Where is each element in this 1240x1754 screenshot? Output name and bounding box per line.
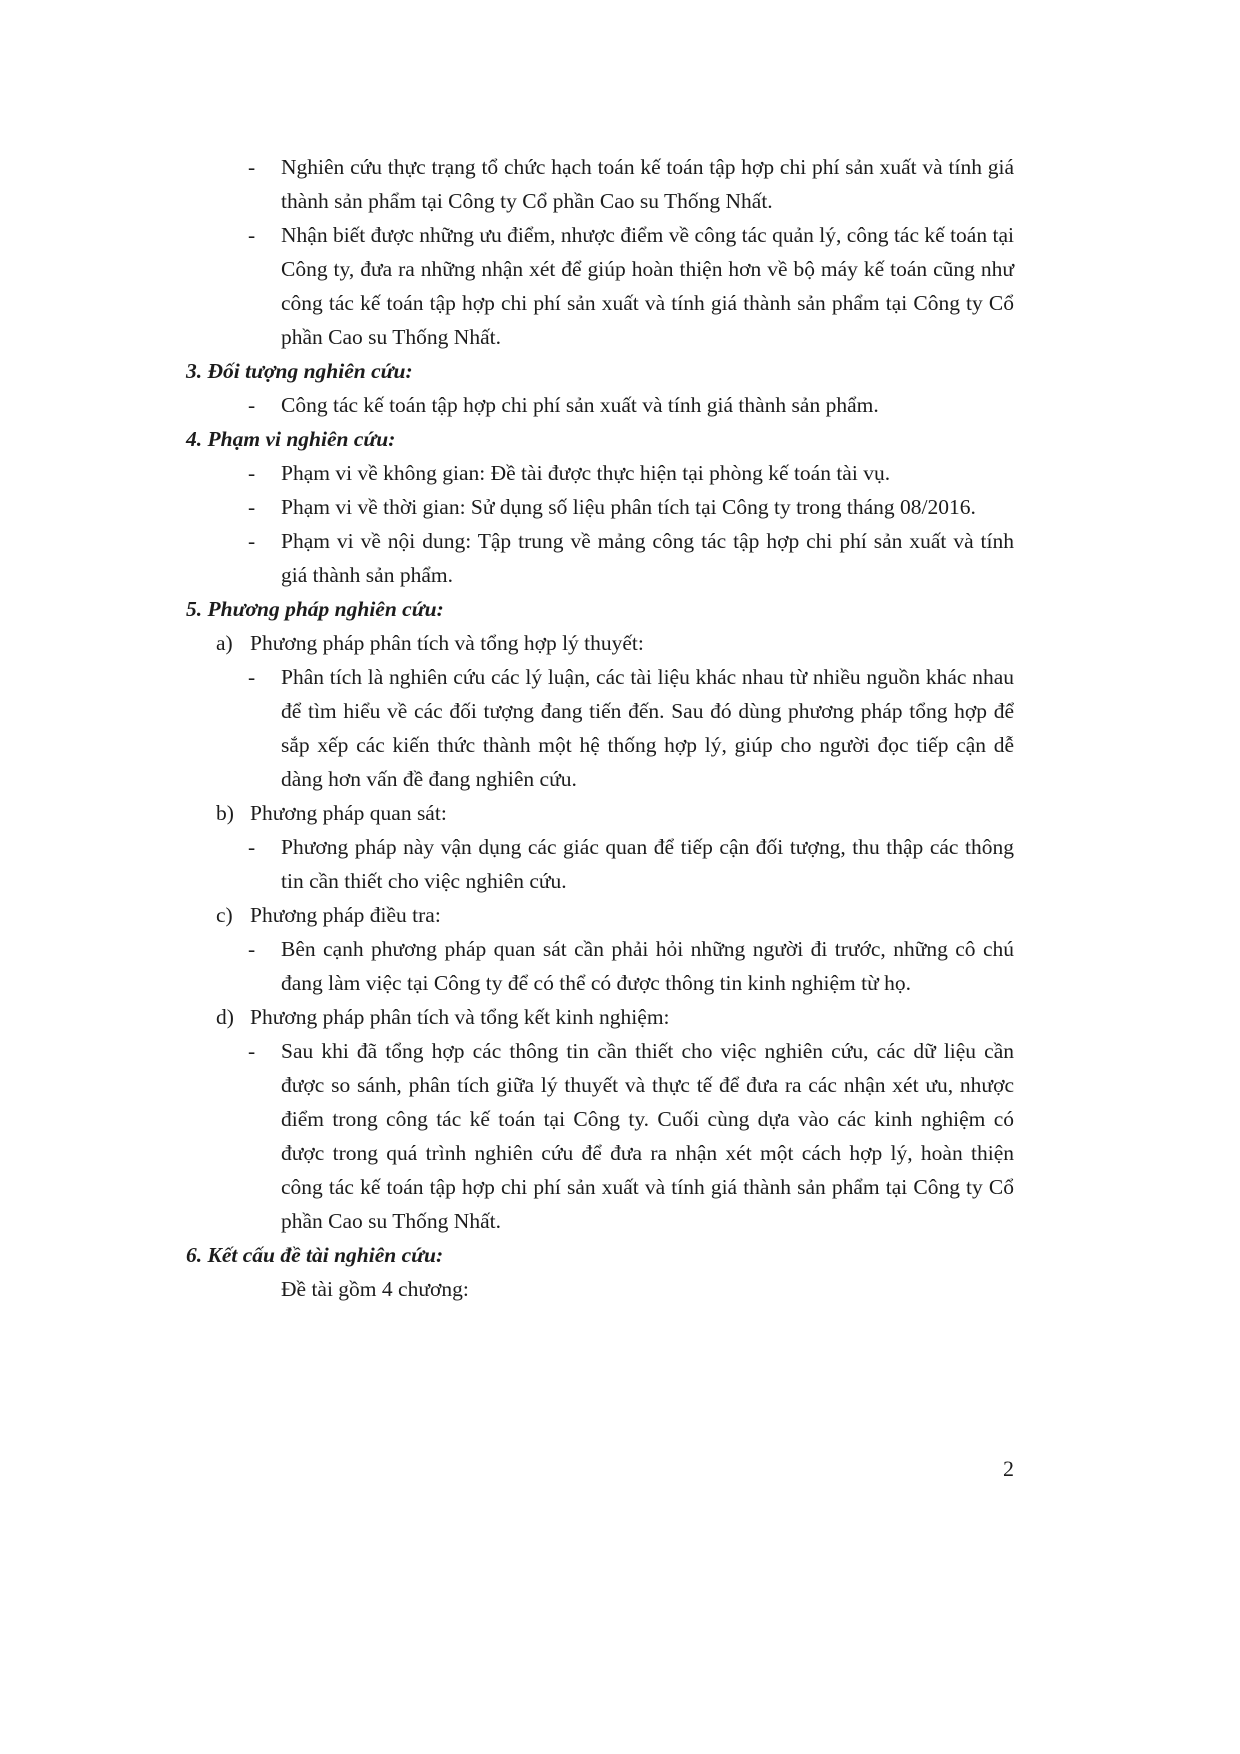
dash-marker: - — [248, 393, 256, 417]
bullet-item — [186, 218, 1014, 354]
block-text: Phạm vi về nội dung: Tập trung về mảng công tác tập hợp chi phí sản xuất và tính giá thành sản phẩm. — [281, 529, 1014, 587]
lettered-item — [186, 1000, 1014, 1034]
bullet-item — [186, 524, 1014, 592]
letter-marker: d) — [216, 1005, 234, 1029]
block-text: Nhận biết được những ưu điểm, nhược điểm về công tác quản lý, công tác kế toán tại Công ty, đưa ra những nhận xét để giúp hoàn thiện hơn về bộ máy kế toán cũng như công tác kế toán tập hợp chi phí sản xuất và tính giá thành sản phẩm tại Công ty Cổ phần Cao su Thống Nhất. — [281, 223, 1014, 349]
dash-marker: - — [248, 223, 256, 247]
block-text: Phân tích là nghiên cứu các lý luận, các tài liệu khác nhau từ nhiều nguồn khác nhau để tìm hiểu về các đối tượng đang tiến đến. Sau đó dùng phương pháp tổng hợp để sắp xếp các kiến thức thành một hệ thống hợp lý, giúp cho người đọc tiếp cận dễ dàng hơn vấn đề đang nghiên cứu. — [281, 665, 1014, 791]
bullet-item — [186, 660, 1014, 796]
block-text: Phương pháp này vận dụng các giác quan để tiếp cận đối tượng, thu thập các thông tin cần thiết cho việc nghiên cứu. — [281, 835, 1014, 893]
section-heading — [186, 1238, 1014, 1272]
bullet-item — [186, 932, 1014, 1000]
bullet-item — [186, 456, 1014, 490]
block-text: Phương pháp quan sát: — [250, 801, 447, 825]
document-body — [186, 150, 1014, 1306]
lettered-item — [186, 796, 1014, 830]
bullet-item — [186, 150, 1014, 218]
letter-marker: a) — [216, 631, 233, 655]
block-text: Phương pháp điều tra: — [250, 903, 441, 927]
block-text: Phương pháp phân tích và tổng kết kinh nghiệm: — [250, 1005, 670, 1029]
section-heading — [186, 592, 1014, 626]
letter-marker: c) — [216, 903, 233, 927]
letter-marker: b) — [216, 801, 234, 825]
lettered-item — [186, 898, 1014, 932]
dash-marker: - — [248, 665, 256, 689]
dash-marker: - — [248, 1039, 256, 1063]
lettered-item — [186, 626, 1014, 660]
block-text: Phạm vi về không gian: Đề tài được thực hiện tại phòng kế toán tài vụ. — [281, 461, 891, 485]
bullet-item — [186, 830, 1014, 898]
block-text: Đề tài gồm 4 chương: — [281, 1277, 469, 1301]
dash-marker: - — [248, 835, 256, 859]
dash-marker: - — [248, 529, 256, 553]
block-text: Công tác kế toán tập hợp chi phí sản xuất và tính giá thành sản phẩm. — [281, 393, 879, 417]
section-heading — [186, 422, 1014, 456]
dash-marker: - — [248, 155, 256, 179]
block-text: Nghiên cứu thực trạng tổ chức hạch toán kế toán tập hợp chi phí sản xuất và tính giá thành sản phẩm tại Công ty Cổ phần Cao su Thống Nhất. — [281, 155, 1014, 213]
bullet-item — [186, 388, 1014, 422]
block-text: 5. Phương pháp nghiên cứu: — [186, 597, 444, 621]
page-number: 2 — [1003, 1456, 1014, 1481]
block-text: 4. Phạm vi nghiên cứu: — [186, 427, 396, 451]
block-text: Bên cạnh phương pháp quan sát cần phải hỏi những người đi trước, những cô chú đang làm việc tại Công ty để có thể có được thông tin kinh nghiệm từ họ. — [281, 937, 1014, 995]
dash-marker: - — [248, 495, 256, 519]
block-text: Phương pháp phân tích và tổng hợp lý thuyết: — [250, 631, 644, 655]
bullet-item — [186, 490, 1014, 524]
paragraph — [186, 1272, 1014, 1306]
block-text: 6. Kết cấu đề tài nghiên cứu: — [186, 1243, 444, 1267]
section-heading — [186, 354, 1014, 388]
block-text: Sau khi đã tổng hợp các thông tin cần thiết cho việc nghiên cứu, các dữ liệu cần được so sánh, phân tích giữa lý thuyết và thực tế để đưa ra các nhận xét ưu, nhược điểm trong công tác kế toán tại Công ty. Cuối cùng dựa vào các kinh nghiệm có được trong quá trình nghiên cứu để đưa ra nhận xét một cách hợp lý, hoàn thiện công tác kế toán tập hợp chi phí sản xuất và tính giá thành sản phẩm tại Công ty Cổ phần Cao su Thống Nhất. — [281, 1039, 1014, 1233]
dash-marker: - — [248, 461, 256, 485]
dash-marker: - — [248, 937, 256, 961]
block-text: 3. Đối tượng nghiên cứu: — [186, 359, 413, 383]
block-text: Phạm vi về thời gian: Sử dụng số liệu phân tích tại Công ty trong tháng 08/2016. — [281, 495, 976, 519]
bullet-item — [186, 1034, 1014, 1238]
